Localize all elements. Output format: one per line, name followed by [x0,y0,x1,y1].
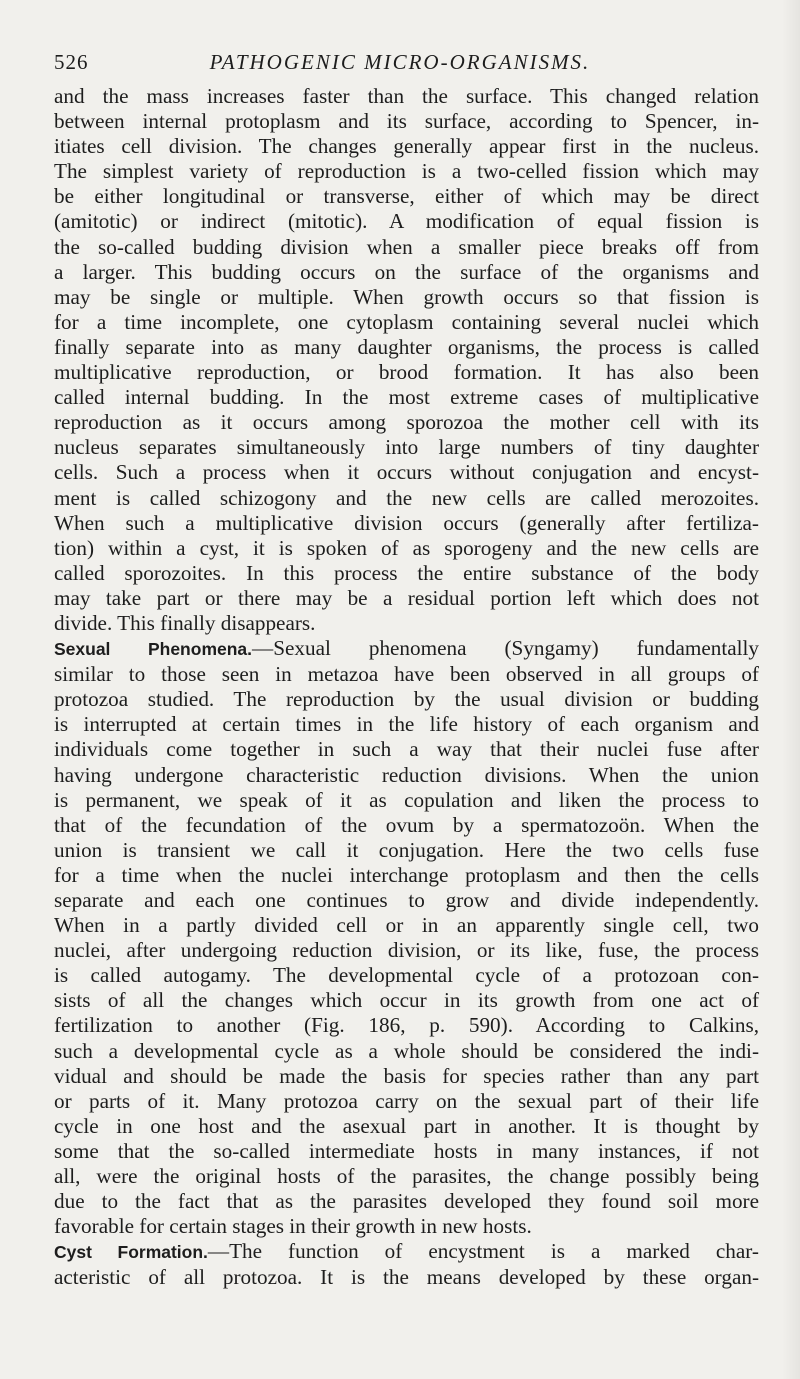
text-line: itiates cell division. The changes generally appear first in the nucleus. [54,134,759,159]
section-heading-cyst-formation: Cyst Formation. [54,1242,208,1263]
body-text [54,84,759,1291]
text-line: such a developmental cycle as a whole should be considered the indi- [54,1038,759,1063]
text-line: some that the so-called intermediate hosts in many instances, if not [54,1138,759,1163]
text-line: nucleus separates simultaneously into large numbers of tiny daughter [54,435,759,460]
text-line: between internal protoplasm and its surface, according to Spencer, in- [54,109,759,134]
text-line: or parts of it. Many protozoa carry on the sexual part of their life [54,1088,759,1113]
text-line: acteristic of all protozoa. It is the means developed by these organ- [54,1265,759,1290]
paragraph-first-line [54,636,759,662]
text-line: protozoa studied. The reproduction by the usual division or budding [54,687,759,712]
text-line: be either longitudinal or transverse, either of which may be direct [54,184,759,209]
text-line: fertilization to another (Fig. 186, p. 590). According to Calkins, [54,1013,759,1038]
page-edge-shadow [782,0,800,1379]
text-line: reproduction as it occurs among sporozoa the mother cell with its [54,410,759,435]
text-line: When such a multiplicative division occurs (generally after fertiliza- [54,510,759,535]
page-number: 526 [54,50,89,74]
text-line: multiplicative reproduction, or brood formation. It has also been [54,360,759,385]
text-line: When in a partly divided cell or in an apparently single cell, two [54,913,759,938]
text-line: The simplest variety of reproduction is a two-celled fission which may [54,159,759,184]
text-line: the so-called budding division when a smaller piece breaks off from [54,234,759,259]
text-line: favorable for certain stages in their growth in new hosts. [54,1214,532,1239]
text-line: individuals come together in such a way that their nuclei fuse after [54,737,759,762]
text-line: may be single or multiple. When growth occurs so that fission is [54,284,759,309]
text-line: having undergone characteristic reduction divisions. When the union [54,762,759,787]
paragraph-first-line [54,1239,759,1265]
text-line: separate and each one continues to grow and divide independently. [54,888,759,912]
text-line: a larger. This budding occurs on the surface of the organisms and [54,259,759,284]
text-line: cycle in one host and the asexual part in another. It is thought by [54,1113,759,1138]
text-line: called internal budding. In the most extreme cases of multiplicative [54,385,759,410]
text-line: that of the fecundation of the ovum by a spermatozoön. When the [54,812,759,837]
text-line: due to the fact that as the parasites developed they found soil more [54,1189,759,1214]
text-line: (amitotic) or indirect (mitotic). A modification of equal fission is [54,209,759,234]
text-line: is interrupted at certain times in the life history of each organism and [54,712,759,737]
page-header [54,50,746,78]
text-line: union is transient we call it conjugation. Here the two cells fuse [54,837,759,862]
text-line: nuclei, after undergoing reduction division, or its like, fuse, the process [54,938,759,963]
text-line: ment is called schizogony and the new cells are called merozoites. [54,485,759,510]
text-line: for a time incomplete, one cytoplasm containing several nuclei which [54,309,759,334]
text-line: may take part or there may be a residual portion left which does not [54,585,759,610]
text-line: is permanent, we speak of it as copulation and liken the process to [54,787,759,812]
text-line: for a time when the nuclei interchange protoplasm and then the cells [54,862,759,887]
text-line: all, were the original hosts of the parasites, the change possibly being [54,1164,759,1189]
paragraph-cyst-formation [54,1239,759,1290]
text-line: is called autogamy. The developmental cycle of a protozoan con- [54,963,759,988]
text-line: and the mass increases faster than the surface. This changed relation [54,84,759,108]
text-line: tion) within a cyst, it is spoken of as sporogeny and the new cells are [54,535,759,560]
text-line: cells. Such a process when it occurs without conjugation and encyst- [54,460,759,485]
text-line: similar to those seen in metazoa have been observed in all groups of [54,662,759,687]
running-head: PATHOGENIC MICRO-ORGANISMS. [209,50,591,74]
paragraph-reproduction [54,84,759,636]
text-run: —The function of encystment is a marked char- [207,1239,759,1264]
text-line: sists of all the changes which occur in its growth from one act of [54,988,759,1013]
text-run: —Sexual phenomena (Syngamy) fundamentally [252,636,759,661]
section-heading-sexual-phenomena: Sexual Phenomena. [54,639,253,660]
text-line: finally separate into as many daughter organisms, the process is called [54,334,759,359]
text-line: divide. This finally disappears. [54,610,316,635]
text-line: vidual and should be made the basis for species rather than any part [54,1063,759,1088]
paragraph-sexual-phenomena [54,636,759,1239]
text-line: called sporozoites. In this process the entire substance of the body [54,560,759,585]
